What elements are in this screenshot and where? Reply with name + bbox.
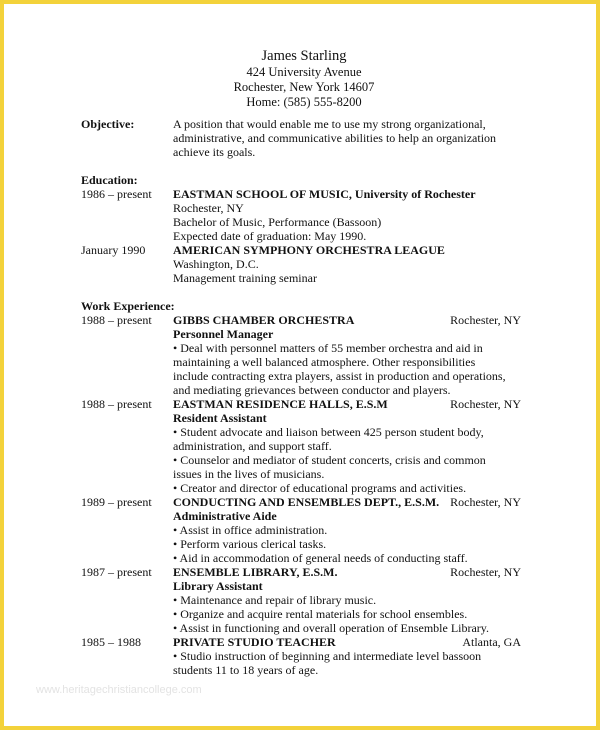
work-line: • Perform various clerical tasks. — [173, 537, 327, 551]
work-role: Administrative Aide — [173, 509, 277, 523]
work-line: maintaining a well balanced atmosphere. Other responsibilities — [173, 355, 476, 369]
work-employer: PRIVATE STUDIO TEACHER — [173, 635, 336, 649]
education-date: 1986 – present — [81, 187, 152, 201]
education-label: Education: — [81, 173, 138, 187]
work-date: 1988 – present — [81, 313, 152, 327]
work-date: 1988 – present — [81, 397, 152, 411]
education-line: Washington, D.C. — [173, 257, 259, 271]
objective-label: Objective: — [81, 117, 135, 131]
work-line: • Student advocate and liaison between 425 person student body, — [173, 425, 484, 439]
education-line: Management training seminar — [173, 271, 317, 285]
education-line: Bachelor of Music, Performance (Bassoon) — [173, 215, 382, 229]
work-line: • Aid in accommodation of general needs of conducting staff. — [173, 551, 468, 565]
work-role: Resident Assistant — [173, 411, 267, 425]
work-line: administration, and support staff. — [173, 439, 332, 453]
work-line: and mediating grievances between conductor and players. — [173, 383, 451, 397]
work-date: 1989 – present — [81, 495, 152, 509]
work-date: 1987 – present — [81, 565, 152, 579]
work-line: students 11 to 18 years of age. — [173, 663, 319, 677]
objective-line: achieve its goals. — [173, 145, 256, 159]
address-line: 424 University Avenue — [246, 65, 362, 79]
work-line: • Assist in office administration. — [173, 523, 328, 537]
work-employer: GIBBS CHAMBER ORCHESTRA — [173, 313, 355, 327]
objective-line: administrative, and communicative abilities to help an organization — [173, 131, 497, 145]
education-institution: AMERICAN SYMPHONY ORCHESTRA LEAGUE — [173, 243, 445, 257]
education-line: Rochester, NY — [173, 201, 244, 215]
work-line: • Creator and director of educational programs and activities. — [173, 481, 467, 495]
work-employer: ENSEMBLE LIBRARY, E.S.M. — [173, 565, 338, 579]
work-line: include contracting extra players, assist in production and operations, — [173, 369, 506, 383]
work-line: • Studio instruction of beginning and intermediate level bassoon — [173, 649, 482, 663]
work-role: Library Assistant — [173, 579, 263, 593]
work-line: • Maintenance and repair of library music. — [173, 593, 377, 607]
work-location: Atlanta, GA — [462, 635, 521, 649]
work-line: • Counselor and mediator of student concerts, crisis and common — [173, 453, 486, 467]
work-location: Rochester, NY — [450, 565, 521, 579]
city-line: Rochester, New York 14607 — [233, 80, 375, 94]
education-institution: EASTMAN SCHOOL OF MUSIC, University of Rochester — [173, 187, 476, 201]
work-line: • Deal with personnel matters of 55 member orchestra and aid in — [173, 341, 483, 355]
work-employer: CONDUCTING AND ENSEMBLES DEPT., E.S.M. — [173, 495, 440, 509]
education-date: January 1990 — [81, 243, 146, 257]
education-line: Expected date of graduation: May 1990. — [173, 229, 367, 243]
work-location: Rochester, NY — [450, 397, 521, 411]
phone-line: Home: (585) 555-8200 — [246, 95, 362, 109]
resume-page — [4, 4, 596, 726]
work-employer: EASTMAN RESIDENCE HALLS, E.S.M — [173, 397, 388, 411]
watermark: www.heritagechristiancollege.com — [36, 684, 202, 696]
work-line: • Organize and acquire rental materials for school ensembles. — [173, 607, 468, 621]
candidate-name: James Starling — [261, 48, 347, 64]
work-date: 1985 – 1988 — [81, 635, 141, 649]
resume-header — [4, 48, 596, 110]
objective-line: A position that would enable me to use my strong organizational, — [173, 117, 486, 131]
work-location: Rochester, NY — [450, 313, 521, 327]
work-role: Personnel Manager — [173, 327, 274, 341]
work-location: Rochester, NY — [450, 495, 521, 509]
work-line: issues in the lives of musicians. — [173, 467, 325, 481]
work-label: Work Experience: — [81, 299, 175, 313]
work-line: • Assist in functioning and overall operation of Ensemble Library. — [173, 621, 490, 635]
